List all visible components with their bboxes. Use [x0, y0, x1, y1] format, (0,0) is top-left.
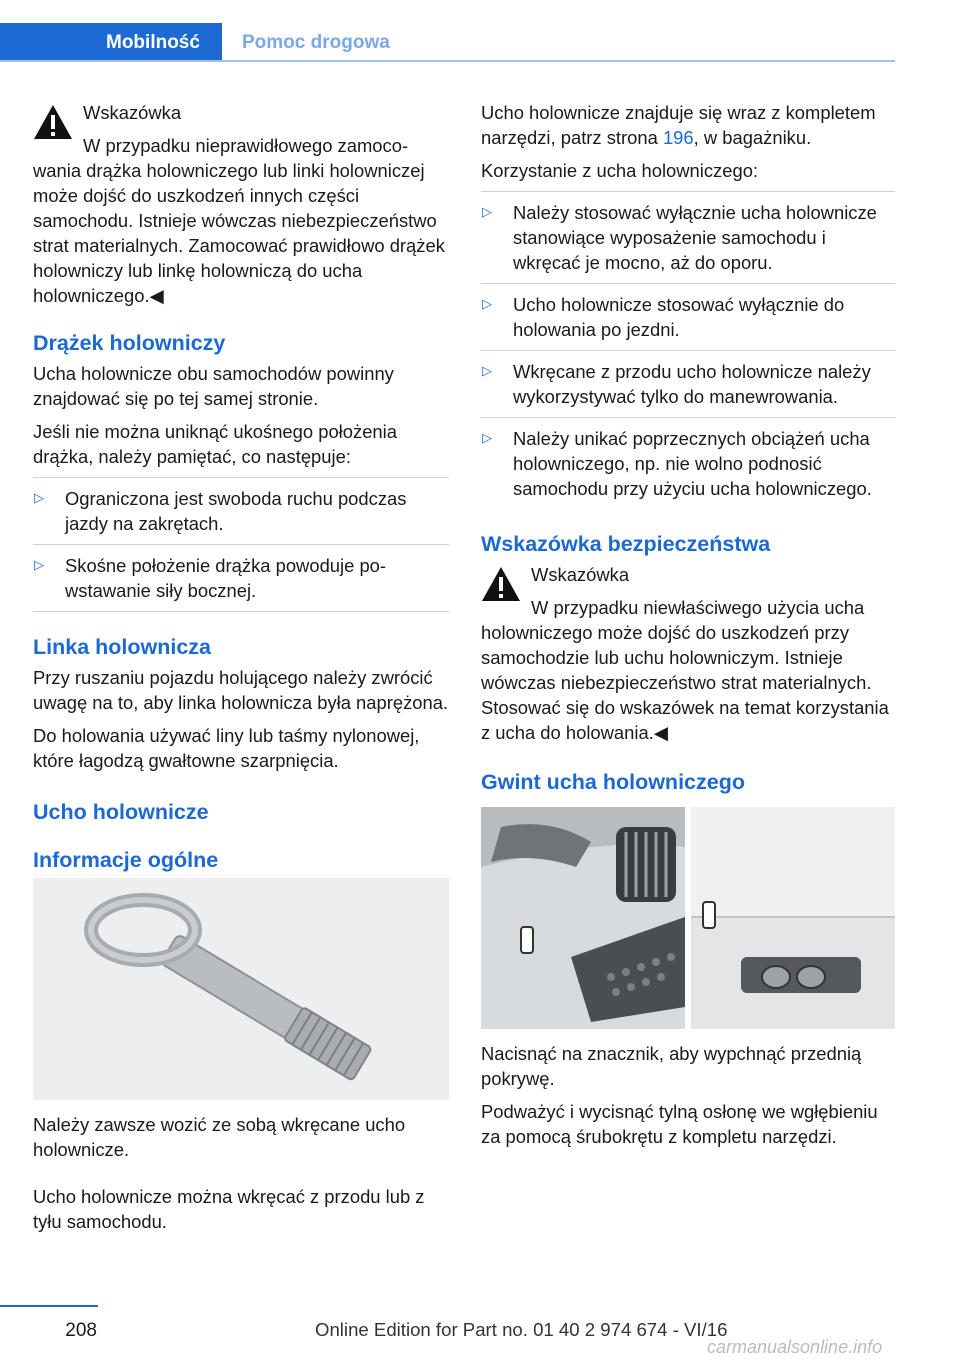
warning-triangle-icon	[33, 104, 73, 140]
list-item: ▷ Należy stosować wyłącznie ucha holownicze stanowiące wyposażenie samochodu i wkręcać je mocno, aż do oporu.	[481, 192, 895, 284]
tow-thread-images	[481, 807, 895, 1029]
right-p1: Ucho holownicze znajduje się wraz z kompletem narzędzi, patrz strona 196, w bagażniku.	[481, 102, 876, 148]
triangle-right-icon: ▷	[482, 204, 492, 219]
tab-mobilnosc[interactable]: Mobilność	[0, 23, 222, 61]
drazek-p2: Jeśli nie można uniknąć ukośnego położenia drążka, należy pamiętać, co następuje:	[33, 421, 397, 467]
drazek-p1: Ucha holownicze obu samochodów powinny znajdować się po tej samej stronie.	[33, 363, 394, 409]
ucho-p2: Ucho holownicze można wkręcać z przodu lub z tyłu samochodu.	[33, 1186, 425, 1232]
warning-text: W przypadku niewłaściwego użycia ucha holowniczego może dojść do uszkodzeń przy samochodzie lub uchu holowniczym. Istnieje wówczas niebezpieczeństwo strat materialnych. Stosować się do wskazówek na temat korzystania z ucha do holowania.◀	[481, 597, 889, 743]
heading-linka: Linka holownicza	[33, 635, 211, 659]
linka-p2: Do holowania używać liny lub taśmy nylonowej, które łagodzą gwałtowne szarpnięcia.	[33, 725, 420, 771]
left-column	[33, 100, 449, 1242]
warning-text: W przypadku nieprawidłowego zamocowania drążka holowniczego lub linki holowniczej może dojść do uszkodzeń innych części samochodu. Istnieje wówczas niebezpieczeństwo strat materialnych. Zamocować prawidłowo drążek holowniczy lub linkę holowniczą do ucha holowniczego.◀	[33, 135, 445, 306]
triangle-right-icon: ▷	[482, 363, 492, 378]
header-rule	[0, 60, 895, 62]
heading-gwint: Gwint ucha holowniczego	[481, 770, 745, 794]
warning-title: Wskazówka	[531, 564, 630, 585]
front-bumper-image	[481, 807, 685, 1029]
usage-list	[481, 191, 895, 509]
warning-triangle-icon	[481, 566, 521, 602]
watermark: carmanualsonline.info	[707, 1337, 883, 1357]
warning-title: Wskazówka	[83, 102, 182, 123]
list-item: ▷ Ucho holownicze stosować wyłącznie do holowania po jezdni.	[481, 284, 895, 351]
page-link[interactable]: 196	[662, 127, 694, 148]
gwint-p2: Podważyć i wycisnąć tylną osłonę we wgłębieniu za pomocą śrubokrętu z kompletu narzędzi.	[481, 1101, 878, 1147]
rear-bumper-image	[691, 807, 895, 1029]
heading-drazek: Drążek holowniczy	[33, 331, 226, 355]
list-item: ▷ Wkręcane z przodu ucho holownicze należy wykorzystywać tylko do manewrowania.	[481, 351, 895, 418]
footer-rule	[0, 1305, 98, 1307]
gwint-p1: Nacisnąć na znacznik, aby wypchnąć przednią pokrywę.	[481, 1043, 862, 1089]
tab-pomoc-drogowa[interactable]: Pomoc drogowa	[242, 32, 390, 53]
heading-ucho: Ucho holownicze	[33, 800, 209, 824]
right-p2: Korzystanie z ucha holowniczego:	[481, 160, 759, 181]
triangle-right-icon: ▷	[482, 296, 492, 311]
list-item: ▷ Należy unikać poprzecznych obciążeń ucha holowniczego, np. nie wolno podnosić samochodu przy użyciu ucha holowniczego.	[482, 428, 872, 499]
warning-block	[33, 100, 449, 308]
page-number: 208	[65, 1320, 97, 1341]
ucho-p1: Należy zawsze wozić ze sobą wkręcane ucho holownicze.	[33, 1114, 406, 1160]
heading-safety: Wskazówka bezpieczeństwa	[481, 532, 771, 556]
linka-p1: Przy ruszaniu pojazdu holującego należy zwrócić uwagę na to, aby linka holownicza była naprężona.	[33, 667, 449, 713]
edition-text: Online Edition for Part no. 01 40 2 974 674 - VI/16	[315, 1319, 728, 1340]
list-item: ▷ Skośne położenie drążka powoduje powstawanie siły bocznej.	[33, 545, 449, 612]
tow-hook-image	[33, 878, 449, 1100]
right-column	[481, 100, 895, 1157]
drazek-list	[33, 477, 449, 612]
triangle-right-icon: ▷	[34, 490, 44, 505]
safety-warning-block	[481, 562, 895, 745]
list-item: ▷ Ograniczona jest swoboda ruchu podczas jazdy na zakrętach.	[33, 478, 449, 545]
subheading-informacje: Informacje ogólne	[33, 848, 219, 872]
triangle-right-icon: ▷	[482, 430, 492, 445]
triangle-right-icon: ▷	[34, 557, 44, 572]
